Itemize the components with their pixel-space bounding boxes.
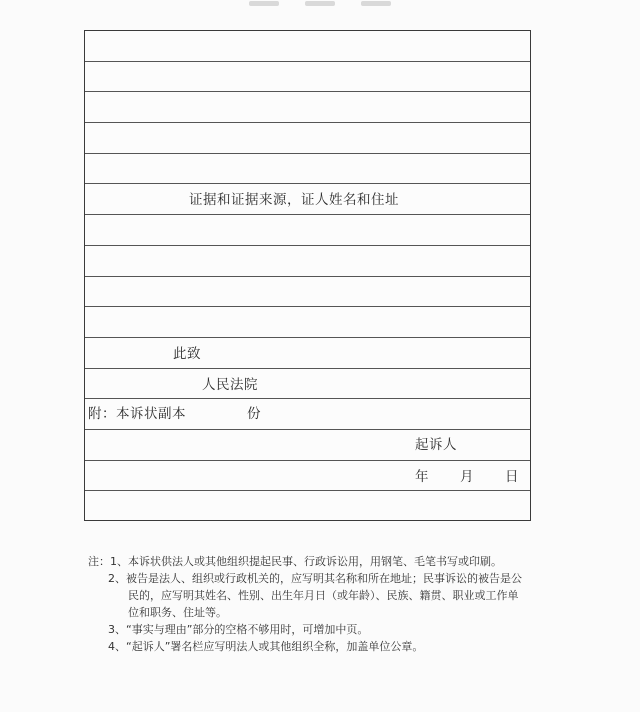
attachment-label: 附：本诉状副本 [88, 406, 186, 423]
note-2: 2、被告是法人、组织或行政机关的，应写明其名称和所在地址；民事诉讼的被告是公 [108, 572, 522, 585]
faint-mark [305, 1, 335, 6]
blank-row[interactable] [85, 307, 530, 338]
court-row[interactable] [85, 369, 530, 400]
faint-page-header [0, 0, 640, 10]
faint-mark [361, 1, 391, 6]
blank-row[interactable] [85, 62, 530, 93]
blank-row[interactable] [85, 31, 530, 62]
evidence-heading: 证据和证据来源，证人姓名和住址 [189, 191, 399, 208]
note-1: 注：1、本诉状供法人或其他组织提起民事、行政诉讼用，用钢笔、毛笔书写或印刷。 [88, 555, 502, 568]
blank-row[interactable] [85, 492, 530, 523]
attachment-row[interactable] [85, 399, 530, 430]
faint-mark [249, 1, 279, 6]
blank-row[interactable] [85, 215, 530, 246]
salutation-row [85, 338, 530, 369]
note-4: 4、“起诉人”署名栏应写明法人或其他组织全称，加盖单位公章。 [108, 640, 424, 653]
copies-unit: 份 [247, 406, 261, 423]
notes-section [88, 553, 568, 655]
date-month: 月 [460, 468, 474, 485]
plaintiff-row[interactable] [85, 430, 530, 461]
date-year: 年 [415, 468, 429, 485]
note-3: 3、“事实与理由”部分的空格不够用时，可增加中页。 [108, 623, 369, 636]
blank-row[interactable] [85, 92, 530, 123]
date-day: 日 [505, 468, 519, 485]
court-label: 人民法院 [202, 376, 258, 393]
blank-row[interactable] [85, 246, 530, 277]
plaintiff-signature-label: 起诉人 [415, 437, 457, 454]
date-row[interactable] [85, 461, 530, 492]
salutation: 此致 [173, 346, 201, 362]
evidence-heading-row [85, 185, 530, 216]
complaint-form-table [84, 30, 531, 521]
blank-row[interactable] [85, 123, 530, 154]
note-2-continued: 民的，应写明其姓名、性别、出生年月日（或年龄）、民族、籍贯、职业或工作单 [128, 589, 519, 602]
note-2-continued: 位和职务、住址等。 [128, 606, 227, 619]
blank-row[interactable] [85, 154, 530, 185]
blank-row[interactable] [85, 277, 530, 308]
